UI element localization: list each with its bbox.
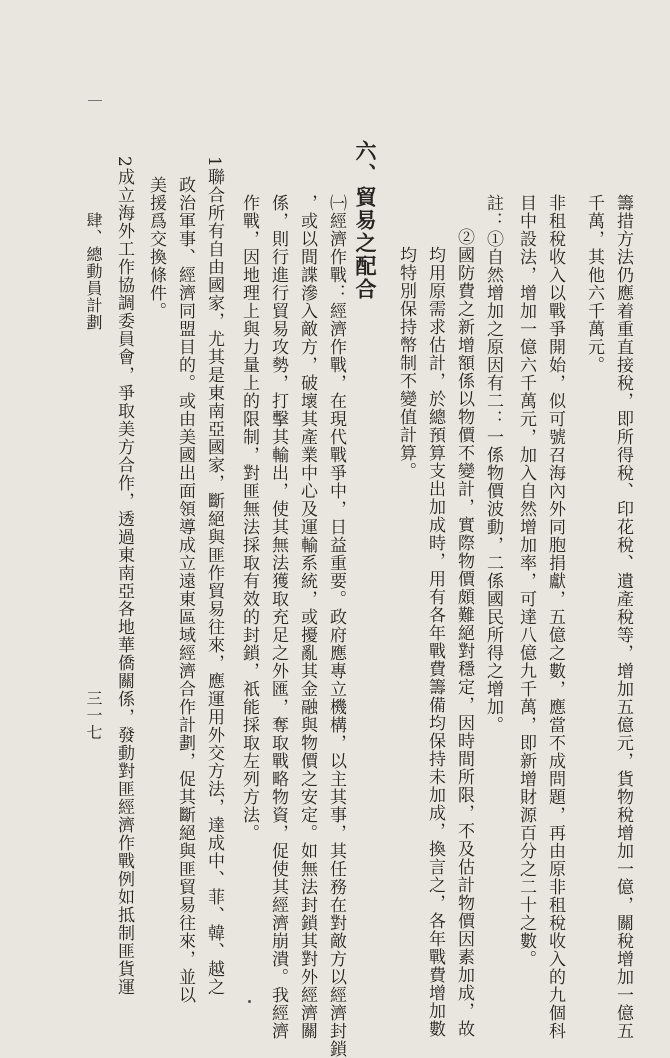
- trade-column-4: 作戰，因地理上與力量上的限制，對匪無法採取有效的封鎖，祇能採取左列方法。: [239, 194, 259, 842]
- note-column-2: ②國防費之新增額係以物價不變計，實際物價頗難絕對穩定，因時間所限，不及估計物價因素加成，故: [454, 228, 474, 1038]
- trade-column-6: 政治軍事、經濟同盟目的。或由美國出面領導成立遠東區域經濟合作計劃，促其斷絕與匪貿易往來，並以: [175, 176, 195, 1004]
- trade-column-3: 係，則行進行貿易攻勢，打擊其輸出，使其無法獲取充足之外匯，奪取戰略物資，促使其經濟崩潰。我經濟: [268, 194, 288, 1040]
- note-column-1: 註：①自然增加之原因有二：一係物價波動，二係國民所得之增加。: [483, 194, 503, 734]
- body-column-1: 籌措方法仍應着重直接稅，即所得稅、印花稅、遺產稅等，增加五億元，貨物稅增加一億，關稅增加一億五: [613, 194, 633, 1040]
- margin-mark: [88, 100, 102, 101]
- trade-column-2: ，或以間諜滲入敵方，破壞其產業中心及運輸系統，或擾亂其金融與物價之安定。如無法封鎖其對外經濟關: [297, 194, 317, 1040]
- body-column-2: 千萬，其他六千萬元。: [584, 194, 604, 374]
- body-column-3: 非租稅收入以戰爭開始，似可號召海內外同胞捐獻，五億之數，應當不成問題，再由原非租稅收入的九個科: [545, 194, 565, 1040]
- chapter-footer: 肆、總動員計劃: [84, 212, 103, 331]
- trade-column-5: 1聯合所有自由國家，尤其是東南亞國家，斷絕與匪作貿易往來，應運用外交方法，達成中、菲、韓、越之: [204, 156, 224, 996]
- trade-column-7: 美援爲交換條件。: [146, 176, 166, 320]
- trade-column-1: ㈠經濟作戰：經濟作戰，在現代戰爭中，日益重要。政府應專立機構，以主其事，其任務在對敵方以經濟封鎖: [326, 194, 346, 1058]
- page-number: 三一七: [84, 690, 103, 741]
- note-column-4: 均特別保持幣制不變值計算。: [396, 246, 416, 480]
- margin-dot: [248, 1000, 251, 1003]
- trade-column-8: 2成立海外工作協調委員會，爭取美方合作，透過東南亞各地華僑關係，發動對匪經濟作戰例如抵制匪貨運: [114, 156, 134, 996]
- body-column-4: 目中設法，增加一億六千萬元，加入自然增加率，可達八億九千萬，即新增財源百分之二十之數。: [516, 194, 536, 968]
- note-column-3: 均用原需求估計，於總預算支出加成時，用有各年戰費籌備均保持未加成，換言之，各年戰費增加數: [425, 246, 445, 1038]
- section-heading: 六、貿易之配合: [353, 140, 378, 301]
